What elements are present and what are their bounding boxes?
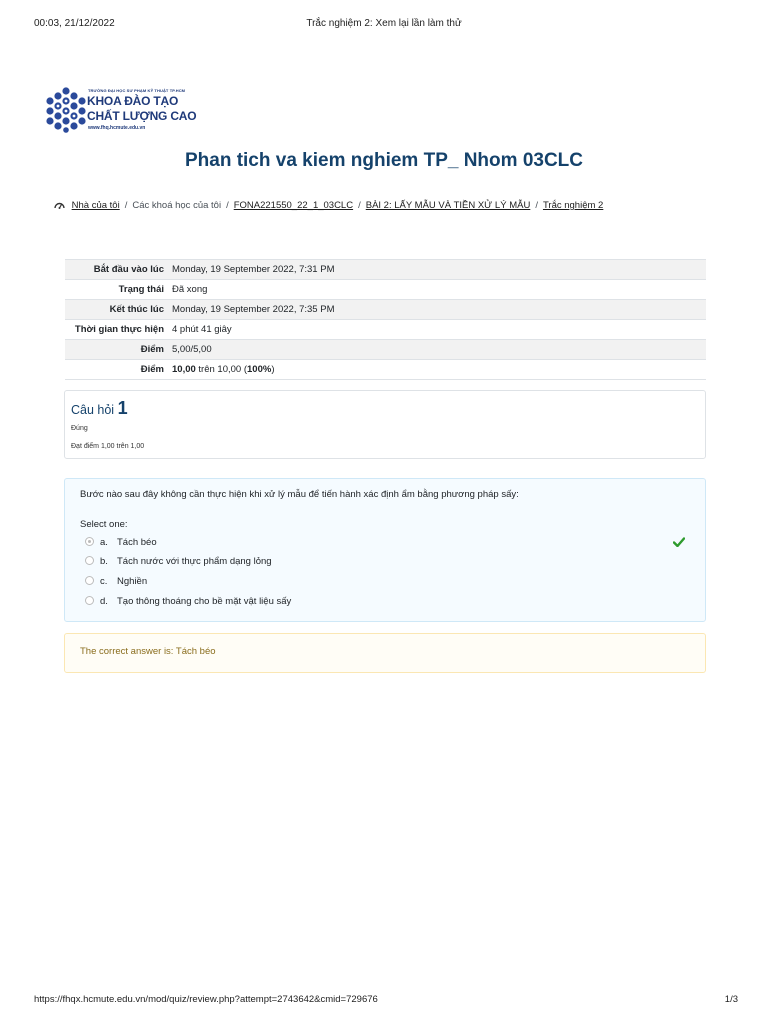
summary-value-grade — [168, 360, 706, 380]
page-number: 1/3 — [724, 994, 738, 1005]
grade-score: 10,00 — [172, 364, 196, 375]
summary-value-state: Đã xong — [168, 280, 706, 300]
dashboard-icon — [54, 200, 65, 210]
summary-value-completed: Monday, 19 September 2022, 7:35 PM — [168, 300, 706, 320]
answer-option-c[interactable] — [85, 576, 147, 590]
table-row — [65, 320, 706, 340]
summary-label-marks: Điểm — [65, 340, 168, 360]
attempt-summary-table — [65, 259, 706, 380]
question-state: Đúng — [71, 425, 88, 432]
radio-button[interactable] — [85, 596, 94, 605]
breadcrumb-course-link[interactable]: FONA221550_22_1_03CLC — [233, 200, 354, 211]
hexagon-cluster-icon — [46, 87, 86, 133]
answer-option-a[interactable] — [85, 537, 157, 551]
table-row — [65, 340, 706, 360]
answer-text: Tách béo — [117, 537, 157, 548]
breadcrumb-quiz-link[interactable]: Trắc nghiệm 2 — [542, 200, 604, 211]
breadcrumb — [54, 200, 738, 211]
correct-answer-feedback — [64, 633, 706, 673]
breadcrumb-home-link[interactable]: Nhà của tôi — [71, 200, 120, 211]
course-title: Phan tich va kiem nghiem TP_ Nhom 03CLC — [184, 150, 584, 171]
print-url: https://fhqx.hcmute.edu.vn/mod/quiz/review.php?attempt=2743642&cmid=729676 — [34, 994, 378, 1005]
table-row — [65, 300, 706, 320]
feedback-text: The correct answer is: Tách béo — [80, 646, 216, 657]
table-row — [65, 260, 706, 280]
table-row — [65, 360, 706, 380]
grade-out-of: trên 10,00 ( — [195, 364, 248, 375]
breadcrumb-separator: / — [124, 200, 128, 211]
summary-value-marks: 5,00/5,00 — [168, 340, 706, 360]
summary-label-started: Bắt đầu vào lúc — [65, 260, 168, 280]
breadcrumb-separator: / — [535, 200, 538, 211]
question-grade: Đạt điểm 1,00 trên 1,00 — [71, 443, 145, 450]
print-document-title: Trắc nghiệm 2: Xem lại lần làm thử — [306, 18, 462, 29]
question-prompt: Select one: — [80, 519, 128, 530]
question-text: Bước nào sau đây không cần thực hiện khi xử lý mẫu để tiến hành xác định ẩm bằng phương pháp sấy: — [80, 489, 519, 500]
logo-line-1: KHOA ĐÀO TẠO — [87, 94, 179, 108]
checkmark-icon — [673, 537, 685, 547]
print-header — [34, 18, 734, 32]
print-datetime: 00:03, 21/12/2022 — [34, 18, 115, 29]
logo-url: www.fhq.hcmute.edu.vn — [88, 125, 146, 131]
breadcrumb-separator: / — [226, 200, 229, 211]
summary-value-time-taken: 4 phút 41 giây — [168, 320, 706, 340]
question-info-box — [64, 390, 706, 459]
answer-text: Nghiền — [117, 576, 148, 587]
radio-button-selected[interactable] — [85, 537, 94, 546]
answer-option-d[interactable] — [85, 596, 291, 610]
faculty-logo[interactable] — [46, 87, 206, 137]
grade-close: ) — [271, 364, 275, 375]
question-content-box — [64, 478, 706, 622]
summary-label-time-taken: Thời gian thực hiện — [65, 320, 168, 340]
radio-button[interactable] — [85, 576, 94, 585]
question-title-prefix: Câu hỏi — [71, 403, 118, 417]
table-row — [65, 280, 706, 300]
radio-button[interactable] — [85, 556, 94, 565]
breadcrumb-my-courses: Các khoá học của tôi — [132, 200, 222, 211]
summary-label-completed: Kết thúc lúc — [65, 300, 168, 320]
answer-text: Tách nước với thực phẩm dạng lỏng — [117, 556, 272, 567]
summary-value-started: Monday, 19 September 2022, 7:31 PM — [168, 260, 706, 280]
logo-line-2: CHẤT LƯỢNG CAO — [87, 109, 197, 123]
answer-text: Tạo thông thoáng cho bề mặt vật liệu sấy — [117, 596, 292, 607]
question-title — [71, 398, 128, 419]
summary-label-state: Trạng thái — [65, 280, 168, 300]
summary-label-grade: Điểm — [65, 360, 168, 380]
answer-letter: d. — [100, 596, 108, 607]
question-number: 1 — [117, 398, 128, 418]
answer-letter: b. — [100, 556, 108, 567]
answer-letter: c. — [100, 576, 108, 587]
answer-letter: a. — [100, 537, 108, 548]
logo-university-text: TRƯỜNG ĐẠI HỌC SƯ PHẠM KỸ THUẬT TP.HCM — [88, 88, 186, 93]
answer-option-b[interactable] — [85, 556, 272, 570]
breadcrumb-separator: / — [358, 200, 361, 211]
breadcrumb-section-link[interactable]: BÀI 2: LẤY MẪU VÀ TIỀN XỬ LÝ MẪU — [365, 200, 531, 211]
grade-percent: 100% — [247, 364, 272, 375]
